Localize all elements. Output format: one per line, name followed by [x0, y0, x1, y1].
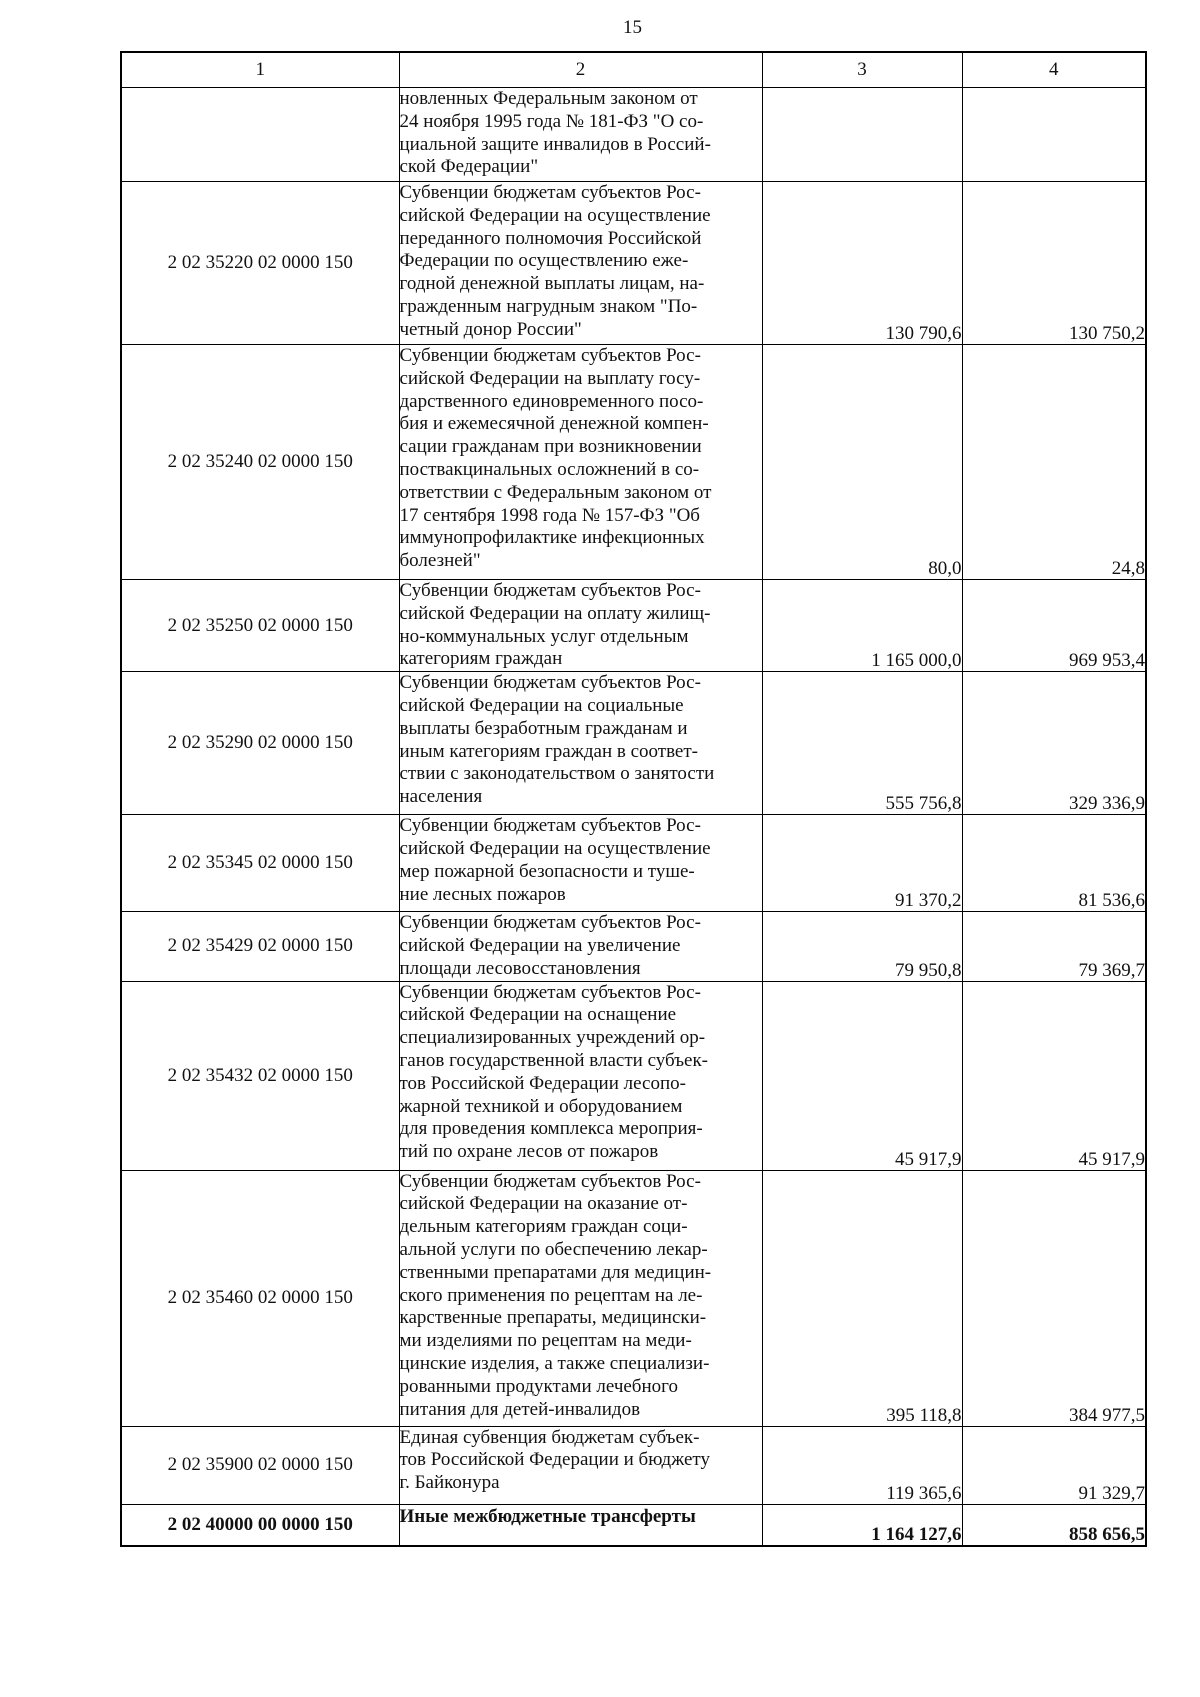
value-col4-cell: 79 369,7 — [962, 912, 1146, 981]
value-col4-cell — [962, 88, 1146, 182]
code-cell: 2 02 35900 02 0000 150 — [121, 1426, 399, 1504]
column-header-1: 1 — [121, 52, 399, 88]
code-cell — [121, 88, 399, 182]
column-header-4: 4 — [962, 52, 1146, 88]
table-row — [121, 580, 1146, 672]
value-col4-cell: 81 536,6 — [962, 815, 1146, 912]
description-cell: Единая субвенция бюджетам субъек- тов Российской Федерации и бюджету г. Байконура — [399, 1426, 762, 1504]
table-row — [121, 981, 1146, 1170]
table-row — [121, 1170, 1146, 1426]
table-row — [121, 672, 1146, 815]
description-cell: Иные межбюджетные трансферты — [399, 1504, 762, 1546]
description-cell: новленных Федеральным законом от 24 ноября 1995 года № 181-ФЗ "О со- циальной защите инвалидов в Россий- ской Федерации" — [399, 88, 762, 182]
description-cell: Субвенции бюджетам субъектов Рос- сийской Федерации на осуществление переданного полномочия Российской Федерации по осуществлению еже- годной денежной выплаты лицам, на- гражденным нагрудным знаком "По- четный донор России" — [399, 182, 762, 345]
code-cell: 2 02 35220 02 0000 150 — [121, 182, 399, 345]
page-number: 15 — [623, 17, 642, 38]
description-cell: Субвенции бюджетам субъектов Рос- сийской Федерации на оплату жилищ- но-коммунальных услуг отдельным категориям граждан — [399, 580, 762, 672]
value-col3-cell: 395 118,8 — [762, 1170, 962, 1426]
column-header-3: 3 — [762, 52, 962, 88]
value-col4-cell: 45 917,9 — [962, 981, 1146, 1170]
description-cell: Субвенции бюджетам субъектов Рос- сийской Федерации на осуществление мер пожарной безопасности и туше- ние лесных пожаров — [399, 815, 762, 912]
value-col4-cell: 384 977,5 — [962, 1170, 1146, 1426]
value-col3-cell: 119 365,6 — [762, 1426, 962, 1504]
value-col3-cell: 45 917,9 — [762, 981, 962, 1170]
description-cell: Субвенции бюджетам субъектов Рос- сийской Федерации на оказание от- дельным категориям граждан соци- альной услуги по обеспечению лекар- ственными препаратами для медицин- ского применения по рецептам на ле- карственные препараты, медицински- ми изделиями по рецептам на меди- цинские изделия, а также специализи- рованными продуктами лечебного питания для детей-инвалидов — [399, 1170, 762, 1426]
code-cell: 2 02 35290 02 0000 150 — [121, 672, 399, 815]
code-cell: 2 02 35429 02 0000 150 — [121, 912, 399, 981]
budget-table — [120, 51, 1147, 1547]
value-col4-cell: 91 329,7 — [962, 1426, 1146, 1504]
table-row — [121, 912, 1146, 981]
value-col3-cell: 1 165 000,0 — [762, 580, 962, 672]
table-row — [121, 815, 1146, 912]
table-total-row — [121, 1504, 1146, 1546]
table-row — [121, 1426, 1146, 1504]
table-row — [121, 345, 1146, 580]
description-cell: Субвенции бюджетам субъектов Рос- сийской Федерации на оснащение специализированных учреждений ор- ганов государственной власти субъек- тов Российской Федерации лесопо- жарной техникой и оборудованием для проведения комплекса мероприя- тий по охране лесов от пожаров — [399, 981, 762, 1170]
column-header-2: 2 — [399, 52, 762, 88]
value-col3-cell: 91 370,2 — [762, 815, 962, 912]
code-cell: 2 02 40000 00 0000 150 — [121, 1504, 399, 1546]
value-col3-cell: 79 950,8 — [762, 912, 962, 981]
code-cell: 2 02 35250 02 0000 150 — [121, 580, 399, 672]
value-col4-cell: 858 656,5 — [962, 1504, 1146, 1546]
description-cell: Субвенции бюджетам субъектов Рос- сийской Федерации на увеличение площади лесовосстановления — [399, 912, 762, 981]
value-col3-cell — [762, 88, 962, 182]
value-col4-cell: 130 750,2 — [962, 182, 1146, 345]
value-col3-cell: 80,0 — [762, 345, 962, 580]
value-col4-cell: 24,8 — [962, 345, 1146, 580]
table-header-row — [121, 52, 1146, 88]
code-cell: 2 02 35432 02 0000 150 — [121, 981, 399, 1170]
code-cell: 2 02 35460 02 0000 150 — [121, 1170, 399, 1426]
table-row — [121, 88, 1146, 182]
code-cell: 2 02 35240 02 0000 150 — [121, 345, 399, 580]
code-cell: 2 02 35345 02 0000 150 — [121, 815, 399, 912]
table-row — [121, 182, 1146, 345]
description-cell: Субвенции бюджетам субъектов Рос- сийской Федерации на выплату госу- дарственного единовременного посо- бия и ежемесячной денежной компен- сации гражданам при возникновении поствакцинальных осложнений в со- ответствии с Федеральным законом от 17 сентября 1998 года № 157-ФЗ "Об иммунопрофилактике инфекционных болезней" — [399, 345, 762, 580]
description-cell: Субвенции бюджетам субъектов Рос- сийской Федерации на социальные выплаты безработным гражданам и иным категориям граждан в соответ- ствии с законодательством о занятости населения — [399, 672, 762, 815]
value-col3-cell: 1 164 127,6 — [762, 1504, 962, 1546]
value-col3-cell: 130 790,6 — [762, 182, 962, 345]
value-col4-cell: 969 953,4 — [962, 580, 1146, 672]
value-col4-cell: 329 336,9 — [962, 672, 1146, 815]
value-col3-cell: 555 756,8 — [762, 672, 962, 815]
